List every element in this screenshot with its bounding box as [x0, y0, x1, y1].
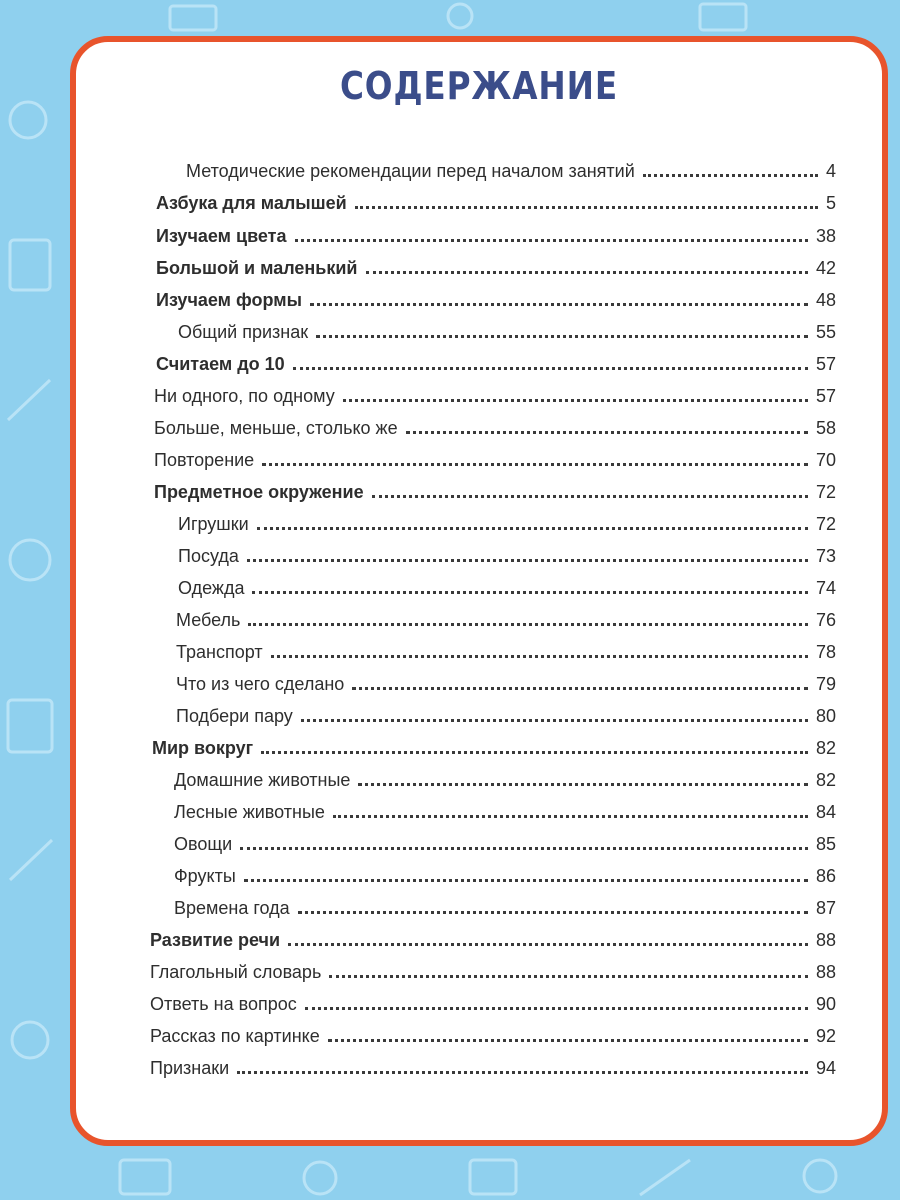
toc-entry	[176, 639, 836, 663]
dot-leader	[244, 879, 808, 882]
toc-entry-title: Транспорт	[176, 642, 263, 662]
dot-leader	[295, 239, 808, 242]
toc-entry	[156, 190, 836, 214]
toc-entry	[150, 927, 836, 951]
toc-entry-page: 5	[825, 193, 836, 213]
toc-entry	[174, 895, 836, 919]
toc-entry-page: 57	[815, 354, 836, 374]
table-of-contents	[76, 42, 882, 1140]
notebook-icon	[700, 4, 746, 30]
toc-entry-title: Что из чего сделано	[176, 674, 345, 694]
toc-entry-page: 88	[815, 962, 836, 982]
toc-entry	[178, 543, 836, 567]
notebook-icon	[120, 1160, 170, 1194]
dot-leader	[316, 335, 808, 338]
clock-icon	[10, 540, 50, 580]
toc-entry-page: 84	[815, 802, 836, 822]
toc-entry-page: 42	[815, 258, 836, 278]
toc-entry	[154, 479, 836, 503]
toc-entry-title: Считаем до 10	[156, 354, 285, 374]
toc-entry-title: Предметное окружение	[154, 482, 364, 502]
toc-entry-title: Признаки	[150, 1058, 230, 1078]
toc-entry	[176, 671, 836, 695]
toc-entry-title: Овощи	[174, 834, 233, 854]
book-icon	[470, 1160, 516, 1194]
toc-entry-title: Рассказ по картинке	[150, 1026, 320, 1046]
toc-entry	[154, 447, 836, 471]
toc-entry-page: 58	[815, 418, 836, 438]
dot-leader	[333, 815, 808, 818]
toc-entry-title: Одежда	[178, 578, 245, 598]
dot-leader	[288, 943, 808, 946]
toc-entry-title: Домашние животные	[174, 770, 351, 790]
toc-entry-title: Большой и маленький	[156, 258, 358, 278]
toc-entry	[156, 223, 836, 247]
toc-entry-title: Подбери пару	[176, 706, 293, 726]
page-title: СОДЕРЖАНИЕ	[339, 64, 619, 108]
toc-entry-title: Изучаем формы	[156, 290, 302, 310]
dot-leader	[643, 174, 818, 177]
notebook-icon	[10, 240, 50, 290]
dot-leader	[252, 591, 807, 594]
clock-icon	[804, 1160, 836, 1192]
toc-entry-page: 57	[815, 386, 836, 406]
dot-leader	[329, 975, 808, 978]
ruler-icon	[170, 6, 216, 30]
dot-leader	[372, 495, 808, 498]
toc-entry	[174, 831, 836, 855]
dot-leader	[261, 751, 808, 754]
toc-entry-page: 87	[815, 898, 836, 918]
toc-entry-page: 72	[815, 514, 836, 534]
pen-icon	[10, 840, 52, 880]
dot-leader	[352, 687, 808, 690]
toc-entry-page: 82	[815, 738, 836, 758]
toc-entry-title: Фрукты	[174, 866, 236, 886]
dot-leader	[248, 623, 808, 626]
dot-leader	[293, 367, 808, 370]
contents-panel	[70, 36, 888, 1146]
toc-entry	[174, 767, 836, 791]
flower-icon	[304, 1162, 336, 1194]
toc-entry	[150, 1023, 836, 1047]
clock-icon	[10, 102, 46, 138]
dot-leader	[271, 655, 808, 658]
toc-entry-page: 74	[815, 578, 836, 598]
toc-entry-title: Посуда	[178, 546, 239, 566]
toc-entry	[154, 415, 836, 439]
toc-entry-page: 92	[815, 1026, 836, 1046]
toc-entry-title: Времена года	[174, 898, 290, 918]
toc-entry-page: 86	[815, 866, 836, 886]
toc-entry-title: Азбука для малышей	[156, 193, 347, 213]
dot-leader	[366, 271, 808, 274]
toc-entry-title: Мир вокруг	[152, 738, 254, 758]
toc-entry-title: Ответь на вопрос	[150, 994, 297, 1014]
toc-entry	[150, 991, 836, 1015]
toc-entry-page: 79	[815, 674, 836, 694]
toc-entry	[156, 351, 836, 375]
toc-entry-page: 48	[815, 290, 836, 310]
dot-leader	[257, 527, 808, 530]
dot-leader	[298, 911, 808, 914]
dot-leader	[406, 431, 808, 434]
dot-leader	[343, 399, 808, 402]
pencil-icon	[640, 1160, 690, 1195]
dot-leader	[247, 559, 808, 562]
toc-entry-title: Ни одного, по одному	[154, 386, 335, 406]
toc-entry	[178, 575, 836, 599]
toc-entry-page: 80	[815, 706, 836, 726]
toc-entry-page: 73	[815, 546, 836, 566]
dot-leader	[310, 303, 808, 306]
toc-entry-page: 88	[815, 930, 836, 950]
dot-leader	[305, 1007, 808, 1010]
toc-entry-page: 72	[815, 482, 836, 502]
toc-entry-page: 76	[815, 610, 836, 630]
toc-entry-page: 90	[815, 994, 836, 1014]
toc-entry-title: Мебель	[176, 610, 241, 630]
dot-leader	[358, 783, 808, 786]
toc-entry	[150, 959, 836, 983]
toc-entry-page: 4	[825, 161, 836, 181]
toc-entry	[176, 703, 836, 727]
clock-icon	[12, 1022, 48, 1058]
toc-entry-title: Глагольный словарь	[150, 962, 322, 982]
toc-entry-title: Больше, меньше, столько же	[154, 418, 398, 438]
toc-entry	[176, 607, 836, 631]
pencil-icon	[8, 380, 50, 420]
toc-entry-page: 78	[815, 642, 836, 662]
toc-entry	[174, 863, 836, 887]
dot-leader	[301, 719, 808, 722]
toc-entry-page: 70	[815, 450, 836, 470]
toc-entry	[156, 255, 836, 279]
toc-entry-title: Методические рекомендации перед началом занятий	[186, 161, 635, 181]
toc-entry-title: Развитие речи	[150, 930, 281, 950]
toc-entry	[178, 511, 836, 535]
toc-entry-title: Игрушки	[178, 514, 249, 534]
toc-entry	[156, 287, 836, 311]
toc-entry-page: 55	[815, 322, 836, 342]
toc-entry	[154, 383, 836, 407]
dot-leader	[355, 206, 818, 209]
toc-entry	[150, 1055, 836, 1079]
dot-leader	[240, 847, 808, 850]
toc-entry-title: Лесные животные	[174, 802, 325, 822]
toc-entry-title: Общий признак	[178, 322, 309, 342]
dot-leader	[237, 1071, 808, 1074]
flower-icon	[448, 4, 472, 28]
toc-entry-page: 85	[815, 834, 836, 854]
dot-leader	[262, 463, 808, 466]
toc-entry-page: 82	[815, 770, 836, 790]
toc-entry-title: Изучаем цвета	[156, 226, 287, 246]
toc-entry	[178, 319, 836, 343]
toc-entry	[152, 735, 836, 759]
toc-entry-title: Повторение	[154, 450, 255, 470]
toc-entry-page: 94	[815, 1058, 836, 1078]
toc-entry-page: 38	[815, 226, 836, 246]
toc-entry	[186, 158, 836, 182]
dot-leader	[328, 1039, 808, 1042]
book-icon	[8, 700, 52, 752]
toc-entry	[174, 799, 836, 823]
